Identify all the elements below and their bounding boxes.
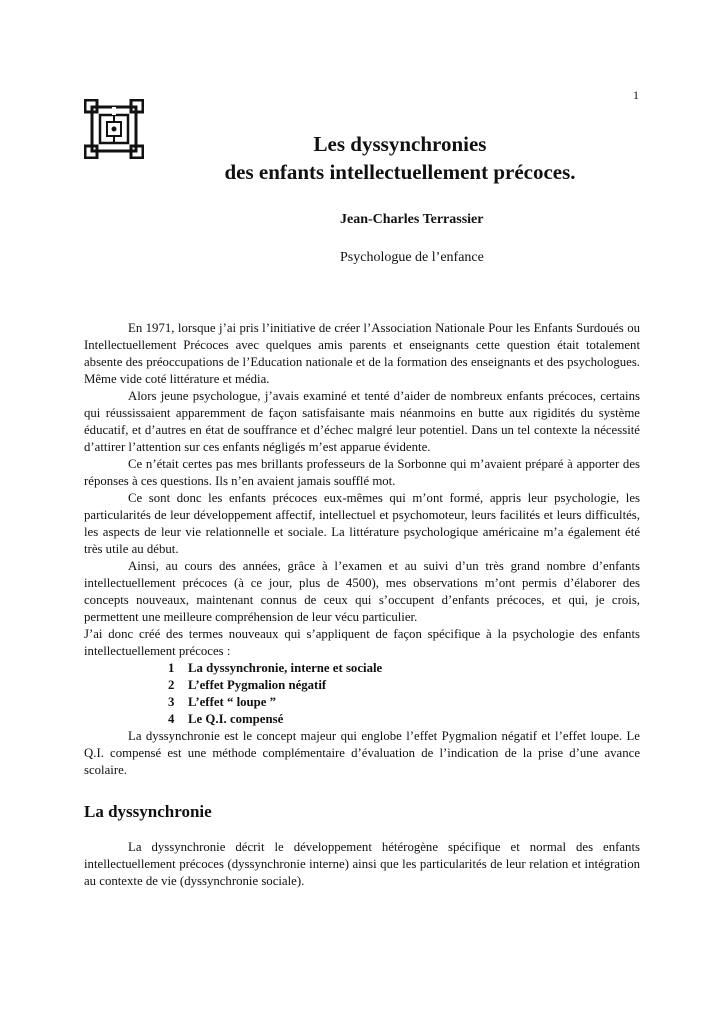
list-item-number: 2 <box>168 678 175 692</box>
list-item-number: 3 <box>168 695 175 709</box>
list-item <box>168 677 640 694</box>
title-line-1: Les dyssynchronies <box>313 132 487 156</box>
paragraph: Alors jeune psychologue, j’avais examiné et tenté d’aider de nombreux enfants précoces, certains qui réussissaient apparemment de façon satisfaisante mais néanmoins en butte aux rigidités du système éducatif, et d’autres en état de souffrance et d’échec malgré leur potentiel. Dans un tel contexte la nécessité d’attirer l’attention sur ces enfants négligés m’est apparue évidente. <box>84 389 640 454</box>
paragraph: Ainsi, au cours des années, grâce à l’examen et au suivi d’un très grand nombre d’enfants intellectuellement précoces (à ce jour, plus de 4500), mes observations m’ont permis d’élaborer des concepts nouveaux, maintenant connus de ceux qui s’occupent d’enfants précoces, et qui, je crois, permettent une meilleure compréhension de leur vécu particulier. <box>84 559 640 624</box>
section-heading: La dyssynchronie <box>84 802 212 821</box>
page-number: 1 <box>633 88 639 102</box>
paragraph: Ce sont donc les enfants précoces eux-mêmes qui m’ont formé, appris leur psychologie, les particularités de leur développement affectif, intellectuel et psychomoteur, leurs facilités et leurs difficultés, les aspects de leur vie relationnelle et sociale. La littérature psychologique américaine m’a également été très utile au début. <box>84 491 640 556</box>
title-line-2: des enfants intellectuellement précoces. <box>224 160 576 184</box>
paragraph: En 1971, lorsque j’ai pris l’initiative de créer l’Association Nationale Pour les Enfants Surdoués ou Intellectuellement Précoces avec quelques amis parents et enseignants cette question était totalement absente des préoccupations de l’Education nationale et de la formation des enseignants et des psychologues. Même vide coté littérature et média. <box>84 321 640 386</box>
list-item <box>168 711 640 728</box>
concept-list <box>168 660 640 728</box>
paragraph: J’ai donc créé des termes nouveaux qui s’appliquent de façon spécifique à la psychologie des enfants intellectuellement précoces : <box>84 627 640 658</box>
list-item <box>168 660 640 677</box>
author-role: Psychologue de l’enfance <box>340 250 484 265</box>
list-item <box>168 694 640 711</box>
list-item-number: 1 <box>168 661 175 675</box>
document-title <box>160 130 640 186</box>
paragraph: La dyssynchronie décrit le développement hétérogène spécifique et normal des enfants intellectuellement précoces (dyssynchronie interne) ainsi que les particularités de leur relation et intégration au contexte de vie (dyssynchronie sociale). <box>84 840 640 888</box>
author-name: Jean-Charles Terrassier <box>340 212 484 227</box>
paragraph: La dyssynchronie est le concept majeur qui englobe l’effet Pygmalion négatif et l’effet loupe. Le Q.I. compensé est une méthode complémentaire d’évaluation de l’indication de la prise d’une avance scolaire. <box>84 729 640 777</box>
labyrinth-emblem-icon <box>84 99 144 159</box>
paragraph: Ce n’était certes pas mes brillants professeurs de la Sorbonne qui m’avaient préparé à apporter des réponses à ces questions. Ils n’en avaient jamais soufflé mot. <box>84 457 640 488</box>
list-item-number: 4 <box>168 712 175 726</box>
list-item-text: Le Q.I. compensé <box>188 712 284 726</box>
list-item-text: L’effet “ loupe ” <box>188 695 277 709</box>
list-item-text: L’effet Pygmalion négatif <box>188 678 327 692</box>
list-item-text: La dyssynchronie, interne et sociale <box>188 661 383 675</box>
document-body <box>84 320 640 890</box>
